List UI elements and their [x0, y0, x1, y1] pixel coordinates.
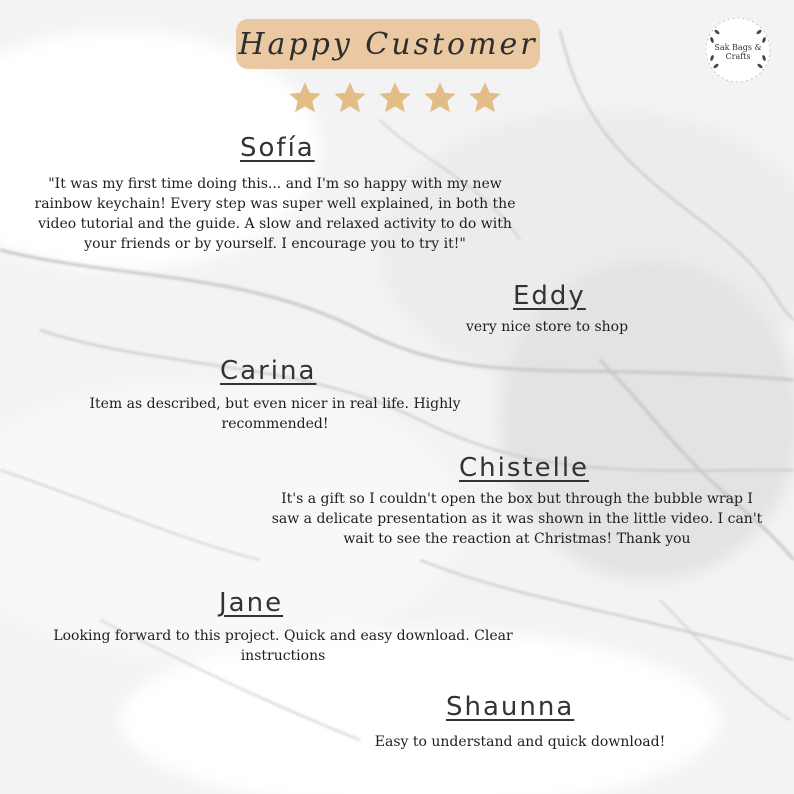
- page-title: Happy Customer: [238, 26, 538, 62]
- review-text: very nice store to shop: [465, 319, 629, 335]
- reviewer-name: Eddy: [513, 281, 586, 311]
- star-icon: [467, 80, 503, 116]
- review-text: "It was my first time doing this... and I'm so happy with my new rainbow keychain! Every step was super well explained, in both the video tutorial and the guide. A slow and relaxed activity to do with your friends or by yourself. I encourage you to try it!": [34, 176, 516, 252]
- reviewer-name: Sofía: [240, 133, 315, 163]
- review-text: Looking forward to this project. Quick and easy download. Clear instructions: [53, 628, 513, 664]
- brand-logo: [702, 14, 774, 86]
- star-icon: [377, 80, 413, 116]
- reviewer-name: Chistelle: [459, 453, 590, 483]
- reviewer-name: Shaunna: [446, 692, 575, 722]
- logo-text: Sak Bags & Crafts: [714, 43, 762, 61]
- star-icon: [422, 80, 458, 116]
- star-icon: [287, 80, 323, 116]
- reviewer-name: Jane: [219, 588, 284, 618]
- star-rating: [287, 80, 507, 116]
- star-icon: [332, 80, 368, 116]
- reviewer-name: Carina: [220, 356, 317, 386]
- review-text: It's a gift so I couldn't open the box but through the bubble wrap I saw a delicate presentation as it was shown in the little video. I can't wait to see the reaction at Christmas! Thank you: [271, 491, 763, 547]
- review-text: Easy to understand and quick download!: [374, 734, 666, 750]
- review-text: Item as described, but even nicer in real life. Highly recommended!: [89, 396, 461, 432]
- title-banner: [236, 19, 540, 69]
